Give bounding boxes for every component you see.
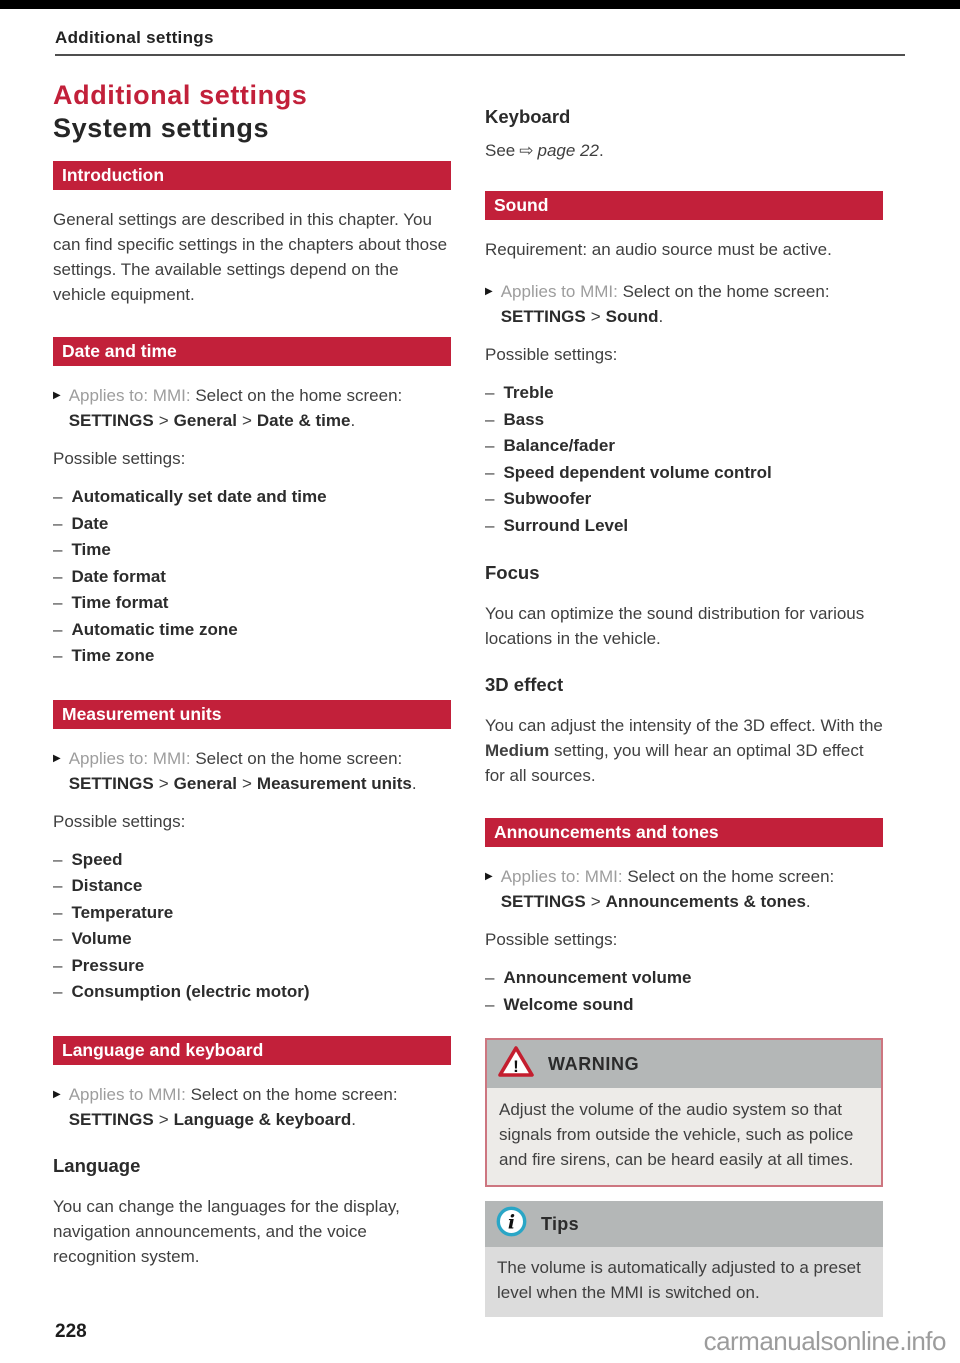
chapter-title: Additional settings (53, 80, 308, 110)
dash-bullet: – (485, 515, 495, 535)
dash-bullet: – (53, 513, 63, 533)
see-reference-line (485, 141, 883, 161)
3d-effect-paragraph: You can adjust the intensity of the 3D effect. With the Medium setting, you will hear an optimal 3D effect for all sources. (485, 716, 883, 785)
warning-body: Adjust the volume of the audio system so that signals from outside the vehicle, such as police and fire sirens, can be heard easily at all times. (487, 1088, 881, 1185)
sound-requirement: Requirement: an audio source must be active. (485, 240, 832, 259)
section-banner-date-and-time: Date and time (53, 337, 451, 366)
path-segment: SETTINGS (68, 773, 154, 793)
tips-body: The volume is automatically adjusted to a preset level when the MMI is switched on. (485, 1247, 883, 1317)
triangle-bullet-icon: ▶ (53, 752, 61, 764)
list-item: – Time format (53, 590, 451, 617)
list-item: – Announcement volume (485, 965, 883, 992)
path-segment: SETTINGS (500, 892, 586, 911)
path-segment: Date & time (256, 411, 351, 430)
applies-line (485, 279, 883, 329)
settings-list (53, 484, 451, 670)
applies-text-block (501, 279, 830, 329)
subheading-focus: Focus (485, 562, 540, 583)
path-separator: > (590, 892, 601, 911)
watermark: carmanualsonline.info (703, 1326, 946, 1356)
section-title: System settings (53, 113, 270, 143)
subheading-keyboard: Keyboard (485, 106, 571, 127)
settings-list (485, 965, 883, 1018)
dash-bullet: – (53, 646, 63, 665)
reference-arrow-icon: ⇨ (519, 141, 534, 160)
settings-path (501, 889, 835, 914)
path-segment: SETTINGS (68, 411, 154, 430)
path-separator: > (158, 773, 169, 793)
subheading-language: Language (53, 1154, 141, 1176)
section-banner-measurement-units: Measurement units (53, 700, 451, 729)
list-item: – Bass (485, 407, 883, 434)
list-item: – Treble (485, 380, 883, 407)
applies-prefix: Applies to: MMI: (68, 386, 191, 405)
dash-bullet: – (485, 409, 495, 429)
list-item: – Automatic time zone (53, 617, 451, 644)
dash-bullet: – (53, 849, 63, 869)
dash-bullet: – (485, 462, 495, 482)
running-head: Additional settings (55, 28, 214, 47)
applies-prefix: Applies to MMI: (68, 1084, 186, 1104)
path-segment: SETTINGS (500, 307, 586, 326)
path-segment: Sound (605, 307, 659, 326)
language-paragraph: You can change the languages for the display, navigation announcements, and the voice recognition system. (53, 1196, 400, 1266)
subheading-3d-effect: 3D effect (485, 674, 564, 695)
applies-prefix: Applies to: MMI: (500, 867, 623, 886)
applies-text-block (69, 1082, 398, 1132)
tips-box (485, 1201, 883, 1317)
top-black-bar (0, 0, 960, 9)
dash-bullet: – (485, 436, 495, 455)
applies-instruction: Select on the home screen: (195, 748, 403, 768)
path-period: . (805, 892, 811, 911)
dash-bullet: – (53, 487, 63, 506)
list-item: – Volume (53, 926, 451, 953)
applies-instruction: Select on the home screen: (622, 282, 830, 301)
possible-settings-label: Possible settings: (485, 930, 618, 949)
dash-bullet: – (53, 566, 63, 586)
path-segment: Measurement units (256, 773, 412, 793)
settings-list (53, 847, 451, 1006)
right-column (485, 56, 883, 1317)
path-period: . (351, 1109, 356, 1129)
path-segment: Language & keyboard (173, 1109, 352, 1129)
dash-bullet: – (485, 994, 495, 1014)
applies-instruction: Select on the home screen: (190, 1084, 398, 1104)
settings-path (69, 771, 417, 796)
list-item: – Welcome sound (485, 992, 883, 1019)
warning-box (485, 1038, 883, 1187)
applies-line (53, 383, 451, 433)
path-period: . (658, 307, 664, 326)
list-item: – Date format (53, 564, 451, 591)
list-item: – Distance (53, 873, 451, 900)
warning-triangle-icon (497, 1045, 535, 1083)
possible-settings-label: Possible settings: (485, 345, 618, 364)
dash-bullet: – (53, 902, 63, 922)
tips-title: Tips (541, 1213, 579, 1234)
list-item: – Consumption (electric motor) (53, 979, 451, 1006)
applies-line (53, 746, 451, 796)
dash-bullet: – (485, 489, 495, 508)
section-banner-announcements-and-tones: Announcements and tones (485, 818, 883, 847)
triangle-bullet-icon: ▶ (485, 286, 493, 297)
settings-list (485, 380, 883, 539)
page-reference: page 22 (537, 141, 599, 160)
possible-settings-label: Possible settings: (53, 449, 186, 468)
tips-header (485, 1201, 883, 1247)
path-segment: SETTINGS (68, 1109, 154, 1129)
section-banner-language-and-keyboard: Language and keyboard (53, 1036, 451, 1065)
applies-text-block (501, 864, 835, 914)
left-column (53, 56, 451, 1317)
list-item: – Surround Level (485, 513, 883, 540)
introduction-paragraph: General settings are described in this chapter. You can find specific settings in the chapters about those settings. The available settings depend on the vehicle equipment. (53, 210, 448, 304)
triangle-bullet-icon: ▶ (53, 390, 61, 401)
settings-path (501, 304, 830, 329)
info-icon (495, 1205, 528, 1243)
page-number: 228 (55, 1321, 87, 1342)
path-separator: > (158, 1109, 169, 1129)
dash-bullet: – (53, 955, 63, 975)
list-item: – Time zone (53, 643, 451, 670)
section-banner-introduction: Introduction (53, 161, 451, 190)
settings-path (69, 1107, 398, 1132)
path-separator: > (241, 773, 252, 793)
warning-title: WARNING (548, 1053, 640, 1074)
path-separator: > (241, 411, 252, 430)
period: . (598, 141, 604, 160)
list-item: – Automatically set date and time (53, 484, 451, 511)
list-item: – Subwoofer (485, 486, 883, 513)
warning-header (487, 1040, 881, 1088)
list-item: – Date (53, 511, 451, 538)
applies-line (485, 864, 883, 914)
dash-bullet: – (53, 982, 63, 1001)
path-segment: Announcements & tones (605, 892, 806, 911)
triangle-bullet-icon: ▶ (485, 871, 493, 882)
path-period: . (411, 773, 417, 793)
svg-text:!: ! (513, 1057, 519, 1076)
path-separator: > (590, 307, 601, 326)
triangle-bullet-icon: ▶ (53, 1088, 61, 1100)
applies-prefix: Applies to: MMI: (68, 748, 191, 768)
list-item: – Balance/fader (485, 433, 883, 460)
dash-bullet: – (53, 540, 63, 559)
dash-bullet: – (53, 929, 63, 948)
page-columns (0, 56, 960, 1317)
focus-paragraph: You can optimize the sound distribution for various locations in the vehicle. (485, 604, 865, 648)
dash-bullet: – (53, 593, 63, 612)
path-period: . (350, 411, 356, 430)
possible-settings-label: Possible settings: (53, 811, 186, 831)
list-item: – Temperature (53, 900, 451, 927)
dash-bullet: – (485, 383, 495, 402)
svg-text:i: i (507, 1211, 516, 1234)
list-item: – Speed dependent volume control (485, 460, 883, 487)
dash-bullet: – (53, 876, 63, 895)
path-separator: > (158, 411, 169, 430)
bold-setting-name: Medium (485, 741, 550, 760)
path-segment: General (173, 411, 237, 430)
applies-text-block (69, 746, 417, 796)
section-banner-sound: Sound (485, 191, 883, 220)
settings-path (69, 408, 403, 433)
applies-text-block (69, 383, 403, 433)
applies-instruction: Select on the home screen: (195, 386, 403, 405)
path-segment: General (173, 773, 237, 793)
dash-bullet: – (485, 968, 495, 987)
dash-bullet: – (53, 619, 63, 639)
applies-prefix: Applies to MMI: (500, 282, 618, 301)
applies-instruction: Select on the home screen: (627, 867, 835, 886)
applies-line (53, 1082, 451, 1132)
see-label: See (485, 141, 516, 160)
list-item: – Speed (53, 847, 451, 874)
list-item: – Time (53, 537, 451, 564)
list-item: – Pressure (53, 953, 451, 980)
